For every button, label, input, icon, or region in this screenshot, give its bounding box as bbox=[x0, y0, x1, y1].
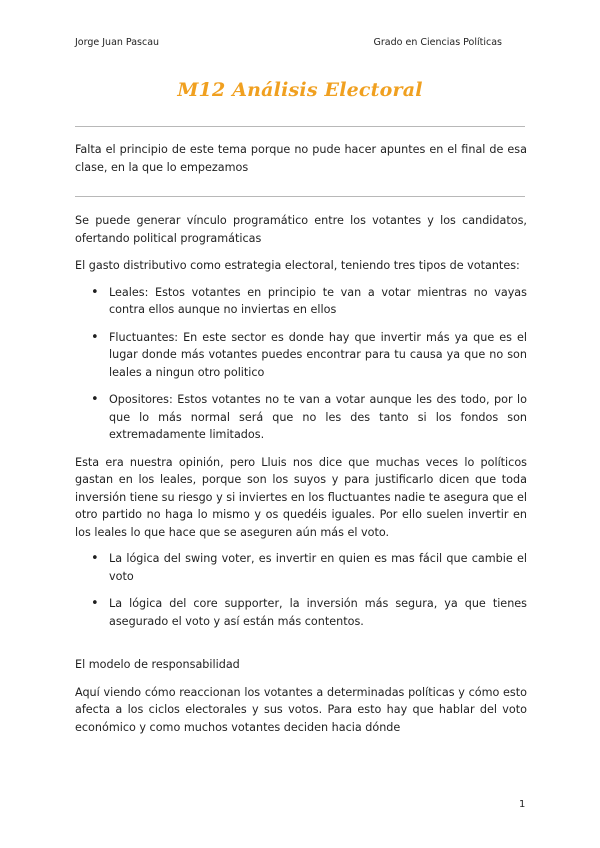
section-heading: El modelo de responsabilidad bbox=[75, 658, 240, 671]
main-content bbox=[75, 212, 527, 736]
logics-list bbox=[75, 550, 527, 630]
paragraph-responsibility-model: Aquí viendo cómo reaccionan los votantes a determinadas políticas y cómo esto afecta a los ciclos electorales y sus votos. Para esto hay que hablar del voto económico y como muchos votantes deciden hacia dónde bbox=[75, 685, 527, 734]
page-header bbox=[75, 37, 502, 48]
degree-name: Grado en Ciencias Políticas bbox=[373, 37, 502, 48]
list-item: • Fluctuantes: En este sector es donde hay que invertir más ya que es el lugar donde más votantes puedes encontrar para tu causa ya que no son leales a ningun otro politico bbox=[75, 329, 527, 382]
list-item: • La lógica del swing voter, es invertir en quien es mas fácil que cambie el voto bbox=[75, 550, 527, 585]
document-title: M12 Análisis Electoral bbox=[177, 79, 423, 101]
paragraph-loyal-spending: Esta era nuestra opinión, pero Lluis nos dice que muchas veces lo políticos gastan en los leales, porque son los suyos y para justificarlo dicen que toda inversión tiene su riesgo y si inviertes en los fluctuantes nadie te asegura que el otro partido no haga lo mismo y os quedéis iguales. Por ello suelen invertir en los leales lo que hace que se aseguren aún más el voto. bbox=[75, 455, 527, 539]
voter-types-list bbox=[75, 284, 527, 444]
paragraph-distributive-spending: El gasto distributivo como estrategia electoral, teniendo tres tipos de votantes: bbox=[75, 259, 520, 272]
list-item: • La lógica del core supporter, la inversión más segura, ya que tienes asegurado el voto y así están más contentos. bbox=[75, 595, 527, 630]
list-item: • Leales: Estos votantes en principio te van a votar mientras no vayas contra ellos aunque no inviertas en ellos bbox=[75, 284, 527, 319]
note-text: Falta el principio de este tema porque no pude hacer apuntes en el final de esa clase, en la que lo empezamos bbox=[75, 143, 527, 174]
page-number: 1 bbox=[519, 799, 526, 810]
missing-notes-remark bbox=[75, 141, 527, 176]
author-name: Jorge Juan Pascau bbox=[75, 37, 160, 48]
divider-top bbox=[75, 126, 525, 127]
divider-bottom bbox=[75, 196, 525, 197]
list-item: • Opositores: Estos votantes no te van a votar aunque les des todo, por lo que lo más normal será que no les des tanto si los fondos son extremadamente limitados. bbox=[75, 391, 527, 444]
paragraph-programmatic-link: Se puede generar vínculo programático entre los votantes y los candidatos, ofertando political programáticas bbox=[75, 214, 527, 245]
